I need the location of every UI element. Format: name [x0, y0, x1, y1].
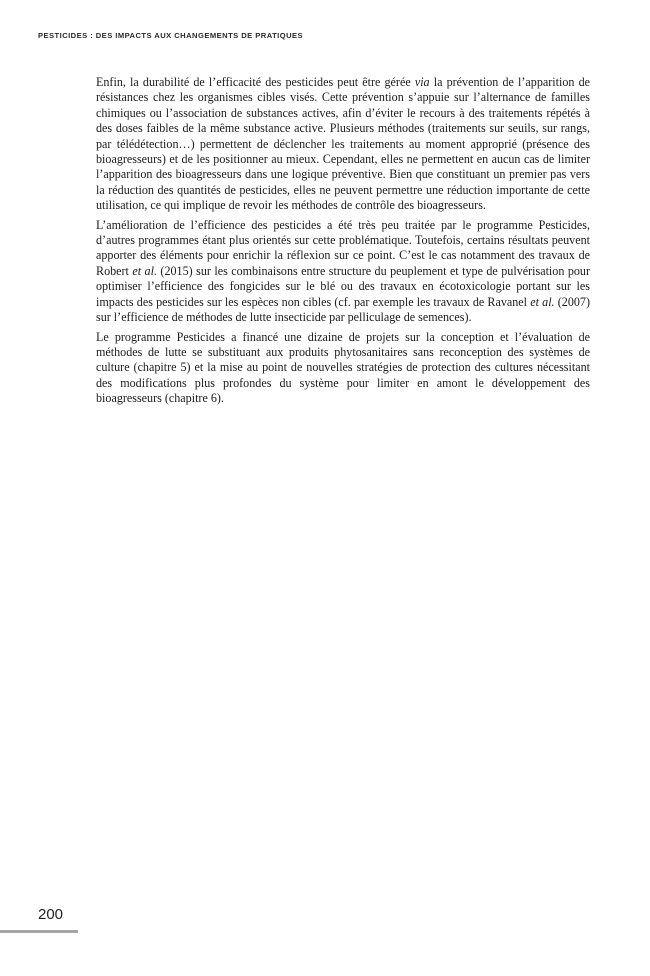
italic-text: et al.: [530, 294, 555, 309]
text-run: (2007) sur l’efficience de méthodes de lutte insecticide par pelliculage de semences).: [96, 294, 591, 325]
paragraph-efficiency: [96, 218, 590, 326]
body-text: [96, 75, 590, 411]
text-run: la prévention de l’apparition de résistances chez les organismes cibles visés. Cette prévention s’appuie sur l’alternance de familles chimiques ou l’association de substances actives, afin d’éviter le recours à des traitements répétés à des doses faibles de la même substance active. Plusieurs méthodes (traitements sur seuils, sur rangs, par télédétection…) permettent de déclencher les traitements au moment approprié (présence des bioagresseurs) et de les positionner au mieux. Cependant, elles ne permettent en aucun cas de limiter l’apparition des bioagresseurs dans une logique préventive. Bien que constituant un premier pas vers la réduction des quantités de pesticides, elles ne peuvent permettre une réduction importante de cette utilisation, ce qui implique de revoir les méthodes de contrôle des bioagresseurs.: [96, 75, 590, 213]
italic-text: et al.: [132, 263, 157, 278]
page-number: 200: [38, 906, 64, 923]
paragraph-resistance-prevention: [96, 75, 590, 214]
page-number-rule: [0, 930, 78, 933]
text-run: Le programme Pesticides a financé une dizaine de projets sur la conception et l’évaluation de méthodes de lutte se substituant aux produits phytosanitaires sans reconception des systèmes de culture (chapitre 5) et la mise au point de nouvelles stratégies de protection des cultures nécessitant des modifications plus profondes du système pour limiter en amont le développement des bioagresseurs (chapitre 6).: [96, 329, 590, 406]
running-header: PESTICIDES : DES IMPACTS AUX CHANGEMENTS DE PRATIQUES: [38, 31, 304, 40]
text-run: L’amélioration de l’efficience des pesticides a été très peu traitée par le programme Pesticides, d’autres programmes étant plus orientés sur cette problématique. Toutefois, certains résultats peuvent apporter des éléments pour enrichir la réflexion sur ce point. C’est le cas notamment des travaux de Robert: [96, 217, 590, 278]
italic-text: via: [414, 75, 430, 89]
paragraph-program-projects: [96, 330, 590, 407]
text-run: (2015) sur les combinaisons entre structure du peuplement et type de pulvérisation pour optimiser l’efficience des fongicides sur le blé ou des travaux en écotoxicologie portant sur les impacts des pesticides sur les espèces non cibles (cf. par exemple les travaux de Ravanel: [96, 263, 590, 309]
text-run: Enfin, la durabilité de l’efficacité des pesticides peut être gérée: [96, 75, 415, 89]
